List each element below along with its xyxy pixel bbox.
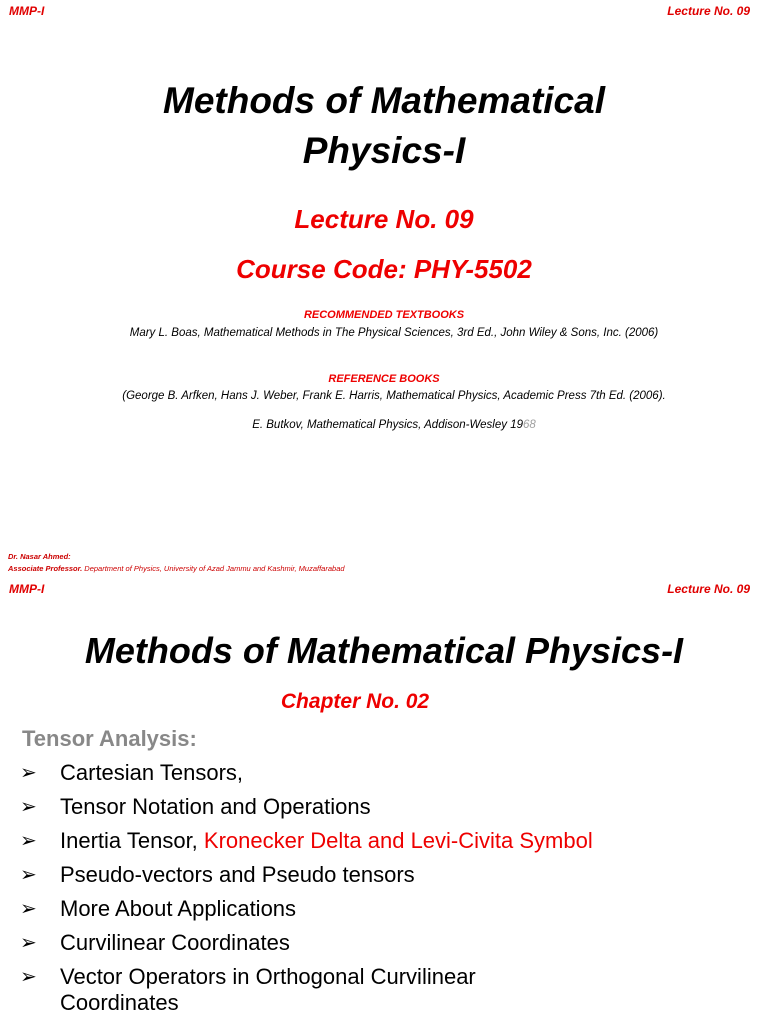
list-item xyxy=(20,930,760,956)
list-item xyxy=(20,862,760,888)
reference-books-text-1: (George B. Arfken, Hans J. Weber, Frank E. Harris, Mathematical Physics, Academic Press 7th Ed. (2006). xyxy=(122,390,666,402)
author-affiliation xyxy=(8,564,345,573)
header-lecture-number: Lecture No. 09 xyxy=(667,582,750,596)
title-line-1: Methods of Mathematical xyxy=(163,80,605,121)
arrow-bullet-icon: ➢ xyxy=(20,932,37,954)
slide-title xyxy=(0,76,768,176)
header-course-abbrev: MMP-I xyxy=(9,4,45,18)
author-role: Associate Professor. xyxy=(8,564,83,573)
chapter-number: Chapter No. 02 xyxy=(280,690,430,713)
list-item-text: Tensor Notation and Operations xyxy=(60,794,371,819)
lecture-number: Lecture No. 09 xyxy=(294,204,474,234)
arrow-bullet-icon: ➢ xyxy=(20,762,37,784)
title-line-2: Physics-I xyxy=(302,130,466,171)
recommended-textbooks-text: Mary L. Boas, Mathematical Methods in The Physical Sciences, 3rd Ed., John Wiley & Sons, Inc. (2006) xyxy=(129,327,659,339)
header-course-abbrev: MMP-I xyxy=(9,582,45,596)
recommended-textbooks-heading: RECOMMENDED TEXTBOOKS xyxy=(303,309,465,321)
list-item-text: Curvilinear Coordinates xyxy=(60,930,290,955)
reference-books-text-2-main: E. Butkov, Mathematical Physics, Addison-Wesley 19 xyxy=(252,419,523,431)
list-item-text: Vector Operators in Orthogonal Curvilinear Coordinates xyxy=(60,964,476,1015)
slide-title: Methods of Mathematical Physics-I xyxy=(84,630,684,671)
reference-books-heading: REFERENCE BOOKS xyxy=(328,373,440,385)
list-item xyxy=(20,794,760,820)
reference-books-text-2-tail: 68 xyxy=(523,419,536,431)
list-item xyxy=(20,828,760,854)
list-item xyxy=(20,964,760,1016)
list-item-text-main: Inertia Tensor, xyxy=(60,828,204,853)
arrow-bullet-icon: ➢ xyxy=(20,830,37,852)
arrow-bullet-icon: ➢ xyxy=(20,864,37,886)
header-lecture-number: Lecture No. 09 xyxy=(667,4,750,18)
list-item-text: Cartesian Tensors, xyxy=(60,760,244,785)
author-department: Department of Physics, University of Azad Jammu and Kashmir, Muzaffarabad xyxy=(82,564,345,573)
arrow-bullet-icon: ➢ xyxy=(20,966,37,988)
reference-books-text-2 xyxy=(120,418,668,432)
list-item-text: More About Applications xyxy=(60,896,297,921)
chapter-slide xyxy=(0,578,768,1024)
list-item-text xyxy=(60,828,593,854)
arrow-bullet-icon: ➢ xyxy=(20,898,37,920)
list-item-text: Pseudo-vectors and Pseudo tensors xyxy=(60,862,415,887)
arrow-bullet-icon: ➢ xyxy=(20,796,37,818)
author-name: Dr. Nasar Ahmed: xyxy=(8,552,71,561)
section-heading: Tensor Analysis: xyxy=(22,726,197,751)
list-item xyxy=(20,896,760,922)
topic-list xyxy=(20,760,760,1024)
course-code: Course Code: PHY-5502 xyxy=(236,254,532,284)
list-item xyxy=(20,760,760,786)
list-item-highlight: Kronecker Delta and Levi-Civita Symbol xyxy=(203,828,593,853)
